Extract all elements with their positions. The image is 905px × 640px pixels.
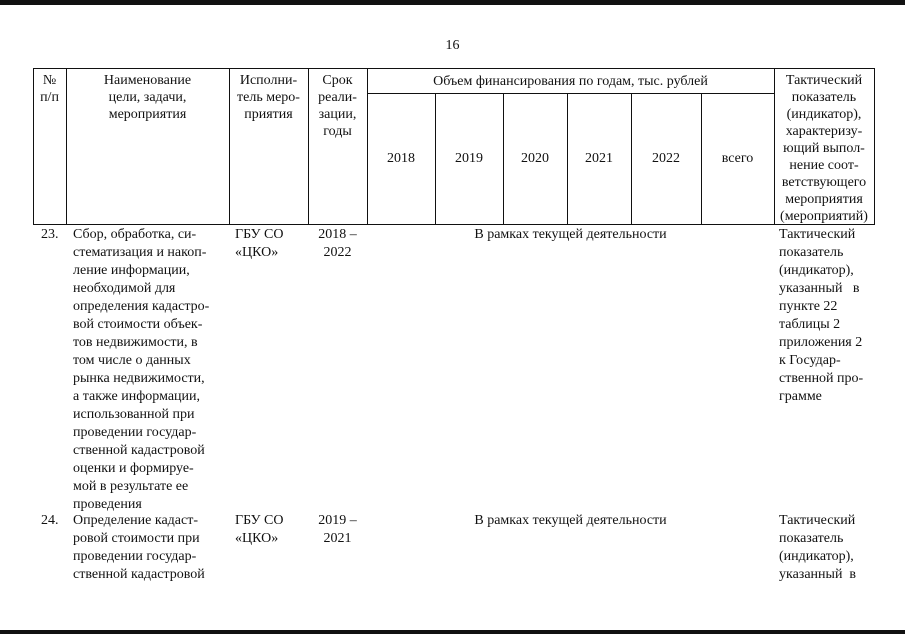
- cell-text: ветствующего: [781, 175, 867, 190]
- top-border: [0, 0, 905, 5]
- year-total: всего: [721, 151, 754, 166]
- cell-text: Срок: [322, 73, 353, 88]
- cell-text: 2021: [323, 531, 352, 546]
- bottom-border: [0, 630, 905, 634]
- row-finance: В рамках текущей деятельности: [474, 513, 667, 528]
- cell-text: Тактический: [779, 227, 856, 242]
- cell-text: п/п: [40, 90, 59, 105]
- cell-text: таблицы 2: [779, 317, 841, 332]
- cell-text: «ЦКО»: [235, 531, 279, 546]
- cell-text: мой в результате ее: [73, 479, 189, 494]
- year-2018: 2018: [387, 151, 415, 166]
- cell-text: проведения: [73, 497, 142, 512]
- cell-text: тель меро-: [237, 90, 300, 105]
- cell-text: тов недвижимости, в: [73, 335, 198, 350]
- cell-text: указанный в: [779, 567, 857, 582]
- cell-text: мероприятия: [785, 192, 863, 207]
- grid-line: [874, 68, 875, 225]
- cell-text: к Государ-: [779, 353, 841, 368]
- cell-text: Сбор, обработка, си-: [73, 227, 197, 242]
- cell-text: показатель: [779, 531, 844, 546]
- cell-text: ющий выпол-: [783, 141, 865, 156]
- cell-text: ственной про-: [779, 371, 864, 386]
- page-number: 16: [445, 38, 460, 53]
- cell-text: необходимой для: [73, 281, 176, 296]
- cell-text: приятия: [244, 107, 293, 122]
- cell-text: 2022: [323, 245, 352, 260]
- row-number: 23.: [41, 227, 59, 242]
- cell-text: ственной кадастровой: [73, 567, 205, 582]
- cell-text: ление информации,: [73, 263, 190, 278]
- cell-text: приложения 2: [779, 335, 863, 350]
- cell-text: стематизация и накоп-: [73, 245, 207, 260]
- cell-text: годы: [323, 124, 352, 139]
- cell-text: зации,: [318, 107, 357, 122]
- cell-text: (индикатор),: [779, 549, 854, 564]
- row-finance: В рамках текущей деятельности: [474, 227, 667, 242]
- cell-text: ГБУ СО: [235, 513, 284, 528]
- row-number: 24.: [41, 513, 59, 528]
- cell-text: 2018 –: [318, 227, 357, 242]
- cell-text: (индикатор),: [786, 107, 862, 122]
- cell-text: показатель: [791, 90, 857, 105]
- cell-text: Наименование: [103, 73, 192, 88]
- cell-text: ГБУ СО: [235, 227, 284, 242]
- cell-text: Тактический: [785, 73, 863, 88]
- cell-text: Тактический: [779, 513, 856, 528]
- cell-text: цели, задачи,: [108, 90, 187, 105]
- cell-text: грамме: [779, 389, 822, 404]
- cell-text: проведении государ-: [73, 425, 197, 440]
- cell-text: оценки и формируе-: [73, 461, 194, 476]
- cell-text: «ЦКО»: [235, 245, 279, 260]
- year-2019: 2019: [455, 151, 483, 166]
- cell-text: проведении государ-: [73, 549, 197, 564]
- cell-text: 2019 –: [318, 513, 357, 528]
- grid-line: [367, 68, 368, 225]
- cell-text: пункте 22: [779, 299, 838, 314]
- cell-text: вой стоимости объек-: [73, 317, 203, 332]
- cell-text: а также информации,: [73, 389, 201, 404]
- grid-line: [33, 224, 875, 225]
- cell-text: мероприятия: [108, 107, 187, 122]
- cell-text: рынка недвижимости,: [73, 371, 205, 386]
- grid-line: [367, 93, 774, 94]
- cell-text: определения кадастро-: [73, 299, 210, 314]
- cell-text: (индикатор),: [779, 263, 854, 278]
- cell-text: использованной при: [73, 407, 195, 422]
- header-finance: Объем финансирования по годам, тыс. рублей: [433, 74, 708, 89]
- cell-text: Определение кадаст-: [73, 513, 199, 528]
- cell-text: указанный в: [779, 281, 860, 296]
- grid-line: [33, 68, 875, 69]
- cell-text: характеризу-: [785, 124, 863, 139]
- cell-text: нение соот-: [789, 158, 859, 173]
- year-2020: 2020: [521, 151, 549, 166]
- cell-text: (мероприятий): [780, 209, 868, 224]
- cell-text: Исполни-: [239, 73, 298, 88]
- cell-text: ственной кадастровой: [73, 443, 205, 458]
- cell-text: ровой стоимости при: [73, 531, 200, 546]
- year-2022: 2022: [652, 151, 680, 166]
- cell-text: реали-: [318, 90, 357, 105]
- cell-text: показатель: [779, 245, 844, 260]
- cell-text: том числе о данных: [73, 353, 191, 368]
- cell-text: №: [42, 73, 57, 88]
- year-2021: 2021: [585, 151, 613, 166]
